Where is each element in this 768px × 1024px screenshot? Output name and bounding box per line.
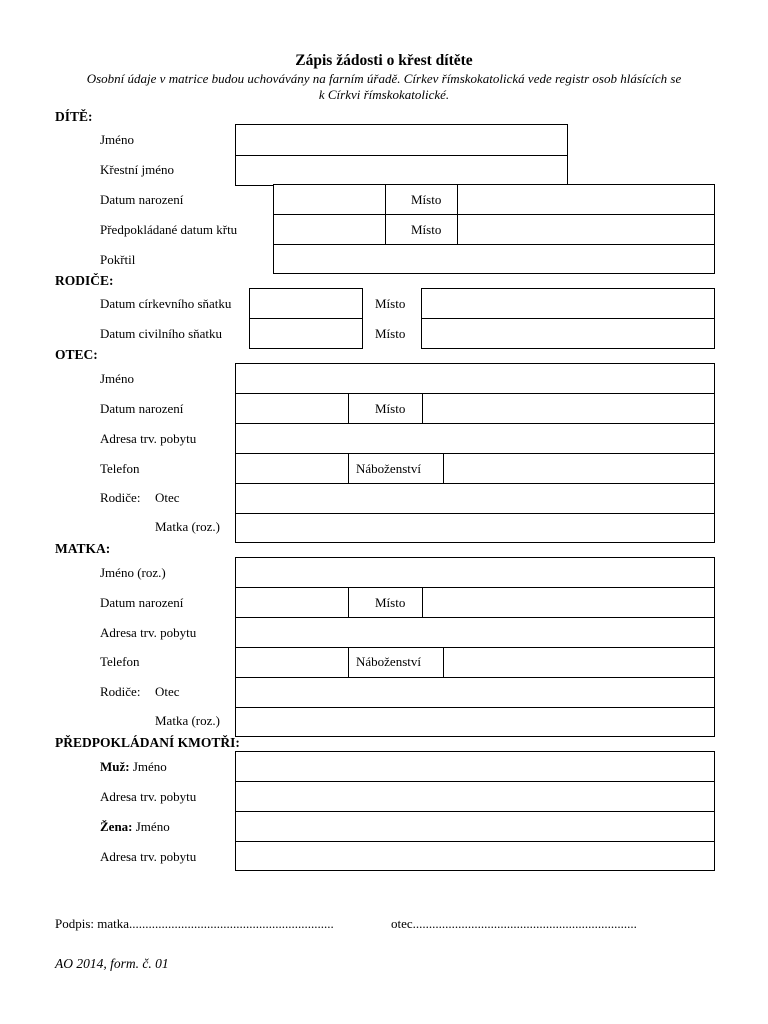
subtitle-line-1: Osobní údaje v matrice budou uchovávány na farním úřadě. Církev římskokatolická vede registr osob hlásících se bbox=[86, 71, 682, 86]
child-baptismal-name-field[interactable] bbox=[235, 155, 568, 186]
godfather-name-field[interactable] bbox=[235, 751, 715, 782]
mother-parents-father-field[interactable] bbox=[235, 677, 715, 708]
father-name-label: Jméno bbox=[100, 371, 134, 386]
section-mother-heading: MATKA: bbox=[55, 541, 111, 556]
mother-parents-mother-field[interactable] bbox=[235, 707, 715, 737]
child-birth-place-field[interactable] bbox=[457, 184, 715, 215]
mother-birth-date-field[interactable] bbox=[235, 587, 349, 618]
section-parents-heading: RODIČE: bbox=[55, 273, 114, 288]
civil-wedding-label: Datum civilního sňatku bbox=[100, 326, 223, 341]
child-birth-place-label: Místo bbox=[411, 192, 442, 207]
godmother-name-label bbox=[100, 819, 170, 835]
child-baptismal-name-label: Křestní jméno bbox=[100, 162, 175, 177]
child-baptism-place-label: Místo bbox=[411, 222, 442, 237]
mother-name-field[interactable] bbox=[235, 557, 715, 588]
godmother-address-field[interactable] bbox=[235, 841, 715, 871]
father-birth-date-label: Datum narození bbox=[100, 401, 184, 416]
godmother-address-label: Adresa trv. pobytu bbox=[100, 849, 197, 864]
godmother-name-text: Jméno bbox=[135, 819, 170, 834]
child-name-label: Jméno bbox=[100, 132, 134, 147]
father-address-label: Adresa trv. pobytu bbox=[100, 431, 197, 446]
father-religion-label: Náboženství bbox=[356, 461, 421, 476]
mother-phone-field[interactable] bbox=[235, 647, 349, 678]
church-wedding-place-label: Místo bbox=[375, 296, 406, 311]
child-baptism-date-field[interactable] bbox=[273, 214, 386, 245]
godfather-label: Muž: bbox=[100, 759, 130, 774]
mother-phone-label: Telefon bbox=[100, 654, 140, 669]
godfather-name-text: Jméno bbox=[132, 759, 167, 774]
father-parents-mother-label: Matka (roz.) bbox=[155, 519, 220, 534]
civil-wedding-date-field[interactable] bbox=[249, 318, 363, 349]
mother-birth-place-label: Místo bbox=[375, 595, 406, 610]
mother-parents-father-label: Otec bbox=[155, 684, 180, 699]
section-child-heading: DÍTĚ: bbox=[55, 109, 93, 124]
church-wedding-date-field[interactable] bbox=[249, 288, 363, 319]
father-parents-father-label: Otec bbox=[155, 490, 180, 505]
church-wedding-label: Datum církevního sňatku bbox=[100, 296, 232, 311]
mother-parents-mother-label: Matka (roz.) bbox=[155, 713, 220, 728]
father-address-field[interactable] bbox=[235, 423, 715, 454]
signature-father-line[interactable]: otec..................................................................... bbox=[391, 916, 637, 931]
mother-name-label: Jméno (roz.) bbox=[100, 565, 166, 580]
form-title: Zápis žádosti o křest dítěte bbox=[295, 52, 473, 69]
father-birth-place-label: Místo bbox=[375, 401, 406, 416]
godmother-label: Žena: bbox=[100, 819, 133, 834]
child-birth-date-label: Datum narození bbox=[100, 192, 184, 207]
father-birth-place-field[interactable] bbox=[422, 393, 715, 424]
father-parents-label: Rodiče: bbox=[100, 490, 141, 505]
godfather-address-label: Adresa trv. pobytu bbox=[100, 789, 197, 804]
godfather-address-field[interactable] bbox=[235, 781, 715, 812]
form-code: AO 2014, form. č. 01 bbox=[55, 956, 169, 971]
subtitle-line-2: k Církvi římskokatolické. bbox=[318, 87, 450, 102]
mother-parents-label: Rodiče: bbox=[100, 684, 141, 699]
church-wedding-place-field[interactable] bbox=[421, 288, 715, 319]
child-baptizer-label: Pokřtil bbox=[100, 252, 136, 267]
mother-religion-field[interactable] bbox=[443, 647, 715, 678]
child-baptizer-field[interactable] bbox=[273, 244, 715, 274]
father-name-field[interactable] bbox=[235, 363, 715, 394]
mother-birth-place-field[interactable] bbox=[422, 587, 715, 618]
mother-religion-label: Náboženství bbox=[356, 654, 421, 669]
godfather-name-label bbox=[100, 759, 167, 775]
mother-birth-date-label: Datum narození bbox=[100, 595, 184, 610]
child-birth-date-field[interactable] bbox=[273, 184, 386, 215]
father-phone-label: Telefon bbox=[100, 461, 140, 476]
father-birth-date-field[interactable] bbox=[235, 393, 349, 424]
child-baptism-place-field[interactable] bbox=[457, 214, 715, 245]
mother-address-field[interactable] bbox=[235, 617, 715, 648]
civil-wedding-place-label: Místo bbox=[375, 326, 406, 341]
father-religion-field[interactable] bbox=[443, 453, 715, 484]
father-parents-mother-field[interactable] bbox=[235, 513, 715, 543]
mother-address-label: Adresa trv. pobytu bbox=[100, 625, 197, 640]
father-phone-field[interactable] bbox=[235, 453, 349, 484]
child-name-field[interactable] bbox=[235, 124, 568, 156]
section-father-heading: OTEC: bbox=[55, 347, 98, 362]
civil-wedding-place-field[interactable] bbox=[421, 318, 715, 349]
form-subtitle bbox=[50, 71, 718, 103]
signature-mother-line[interactable]: Podpis: matka............................................................... bbox=[55, 916, 334, 931]
father-parents-father-field[interactable] bbox=[235, 483, 715, 514]
section-godparents-heading: PŘEDPOKLÁDANÍ KMOTŘI: bbox=[55, 735, 240, 750]
godmother-name-field[interactable] bbox=[235, 811, 715, 842]
child-baptism-date-label: Předpokládané datum křtu bbox=[100, 222, 238, 237]
